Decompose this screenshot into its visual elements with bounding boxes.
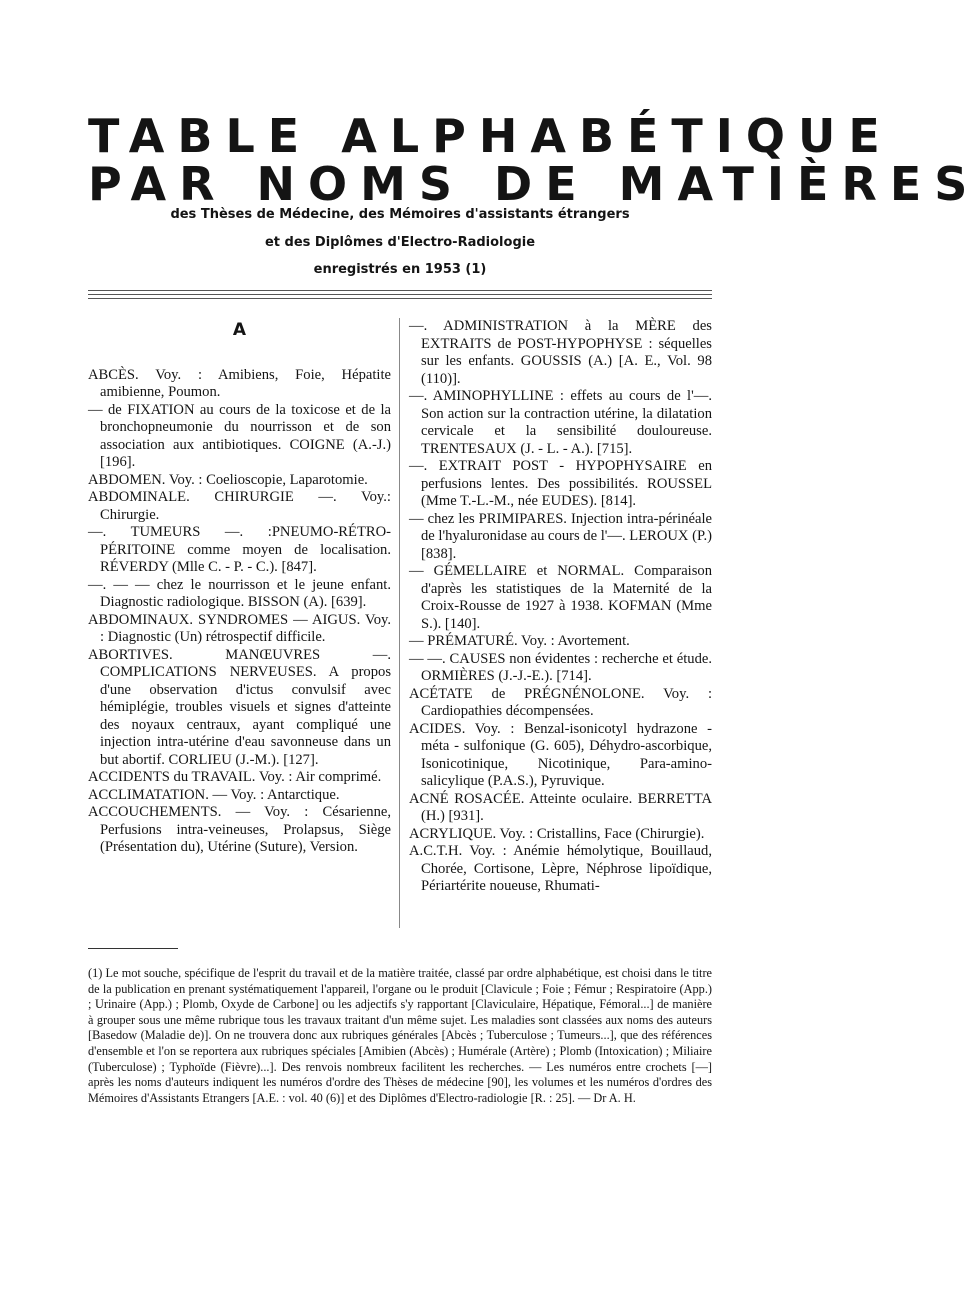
header-rule-2 xyxy=(88,294,712,295)
left-column xyxy=(88,318,391,857)
index-entry: ABCÈS. Voy. : Amibiens, Foie, Hépatite amibienne, Poumon. xyxy=(88,366,391,400)
index-entry: A.C.T.H. Voy. : Anémie hémolytique, Bouillaud, Chorée, Cortisone, Lèpre, Néphrose lipoïdique, Périartérite noueuse, Rhumati- xyxy=(409,843,712,894)
title-line-2: PAR NOMS DE MATIÈRES xyxy=(88,157,980,211)
index-entry: ACÉTATE de PRÉGNÉNOLONE. Voy. : Cardiopathies décompensées. xyxy=(409,685,712,719)
index-entry: ACRYLIQUE. Voy. : Cristallins, Face (Chirurgie). xyxy=(409,825,705,842)
index-entry: —. AMINOPHYLLINE : effets au cours de l'—. Son action sur la contraction utérine, la dilatation cervicale et la sensibilité douloureuse. TRENTESAUX (J. - L. - A.). [715]. xyxy=(409,388,712,457)
index-entry: —. ADMINISTRATION à la MÈRE des EXTRAITS de POST-HYPOPHYSE : séquelles sur les enfants. GOUSSIS (A.) [A. E., Vol. 98 (110)]. xyxy=(409,318,712,387)
column-divider xyxy=(399,318,400,928)
index-entry: ACCOUCHEMENTS. — Voy. : Césarienne, Perfusions intra-veineuses, Prolapsus, Siège (Présentation du), Utérine (Suture), Version. xyxy=(88,804,391,855)
index-entry: ABDOMINALE. CHIRURGIE —. Voy.: Chirurgie. xyxy=(88,489,391,523)
right-column xyxy=(409,318,712,896)
title-line-1: TABLE ALPHABÉTIQUE xyxy=(88,109,893,163)
index-entry: — de FIXATION au cours de la toxicose et de la bronchopneumonie du nourrisson et de son association aux antibiotiques. COIGNE (A.-J.) [196]. xyxy=(88,401,391,470)
footnote: (1) Le mot souche, spécifique de l'esprit du travail et de la matière traitée, classé par ordre alphabétique, est choisi dans le titre de la publication en prenant systématiquement l'appareil, l'organe ou le produit [Clavicule ; Foie ; Fémur ; Respiratoire (App.) ; Urinaire (App.) ; Plomb, Oxyde de Carbone] ou les adjectifs s'y rapportant [Claviculaire, Hépatique, Fémoral...] de manière à grouper sous une même rubrique tous les travaux traitant d'un même sujet. Les maladies sont classées aux noms des auteurs [Basedow (Maladie de)]. On ne trouvera donc aux rubriques générales [Abcès ; Tuberculose ; Tumeurs...], que des références d'ensemble et l'on se reportera aux rubriques spéciales [Amibien (Abcès) ; Humérale (Artère) ; Plomb (Intoxication) ; Miliaire (Tuberculose) ; Typhoïde (Fièvre)...]. Des renvois nombreux facilitent les recherches. — Les numéros entre crochets [—] après les noms d'auteurs indiquent les numéros d'ordre des Thèses de médecine [90], les volumes et les numéros d'ordres des Mémoires d'Assistants Etrangers [A.E. : vol. 40 (6)] et des Diplômes d'Electro-radiologie [R. : 25]. — Dr A. H. xyxy=(88,966,712,1105)
index-entry: — PRÉMATURÉ. Voy. : Avortement. xyxy=(409,633,630,649)
index-entry: ABDOMEN. Voy. : Coelioscopie, Laparotomie. xyxy=(88,471,368,488)
subtitle-line-2: et des Diplômes d'Electro-Radiologie xyxy=(264,235,536,250)
index-entry: ABORTIVES. MANŒUVRES —. COMPLICATIONS NERVEUSES. A propos d'une observation d'ictus convulsif avec hémiplégie, troubles visuels et signes d'atteinte des noyaux centraux, ayant compliqué une injection intra-utérine d'eau savonneuse dans un but abortif. CORLIEU (J.-M.). [127]. xyxy=(88,646,391,768)
index-entry: —. — — chez le nourrisson et le jeune enfant. Diagnostic radiologique. BISSON (A). [639]. xyxy=(88,576,391,610)
index-entry: — chez les PRIMIPARES. Injection intra-périnéale de l'hyaluronidase au cours de l'—. LEROUX (P.) [838]. xyxy=(409,510,712,562)
index-entry: —. EXTRAIT POST - HYPOPHYSAIRE en perfusions lentes. Des possibilités. ROUSSEL (Mme T.-L.-M., née EUDES). [814]. xyxy=(409,458,712,509)
index-entry: ABDOMINAUX. SYNDROMES — AIGUS. Voy. : Diagnostic (Un) rétrospectif difficile. xyxy=(88,611,391,645)
index-entry: ACNÉ ROSACÉE. Atteinte oculaire. BERRETTA (H.) [931]. xyxy=(409,790,712,824)
header-rule-1 xyxy=(88,290,712,291)
index-entry: — —. CAUSES non évidentes : recherche et étude. ORMIÈRES (J.-J.-E.). [714]. xyxy=(409,650,712,684)
section-letter: A xyxy=(232,320,247,340)
subtitle-line-1: des Thèses de Médecine, des Mémoires d'assistants étrangers xyxy=(170,207,630,222)
header-rule-3 xyxy=(88,298,712,299)
index-entry: ACCIDENTS du TRAVAIL. Voy. : Air comprimé. xyxy=(88,769,382,785)
footnote-rule xyxy=(88,948,178,949)
index-entry: —. TUMEURS —. :PNEUMO-RÉTRO-PÉRITOINE comme moyen de localisation. RÉVERDY (Mlle C. - P. - C.). [847]. xyxy=(88,524,391,575)
subtitle-line-3: enregistrés en 1953 (1) xyxy=(313,262,487,277)
index-entry: — GÉMELLAIRE et NORMAL. Comparaison d'après les statistiques de la Maternité de la Croix-Rousse de 1927 à 1938. KOFMAN (Mme S.). [140]. xyxy=(409,563,712,632)
index-entry: ACCLIMATATION. — Voy. : Antarctique. xyxy=(88,786,340,803)
index-entry: ACIDES. Voy. : Benzal-isonicotyl hydrazone - méta - sulfonique (G. 605), Déhydro-ascorbique, Isonicotinique, Nicotinique, Para-amino-salicylique (P.A.S.), Pyruvique. xyxy=(409,720,712,789)
